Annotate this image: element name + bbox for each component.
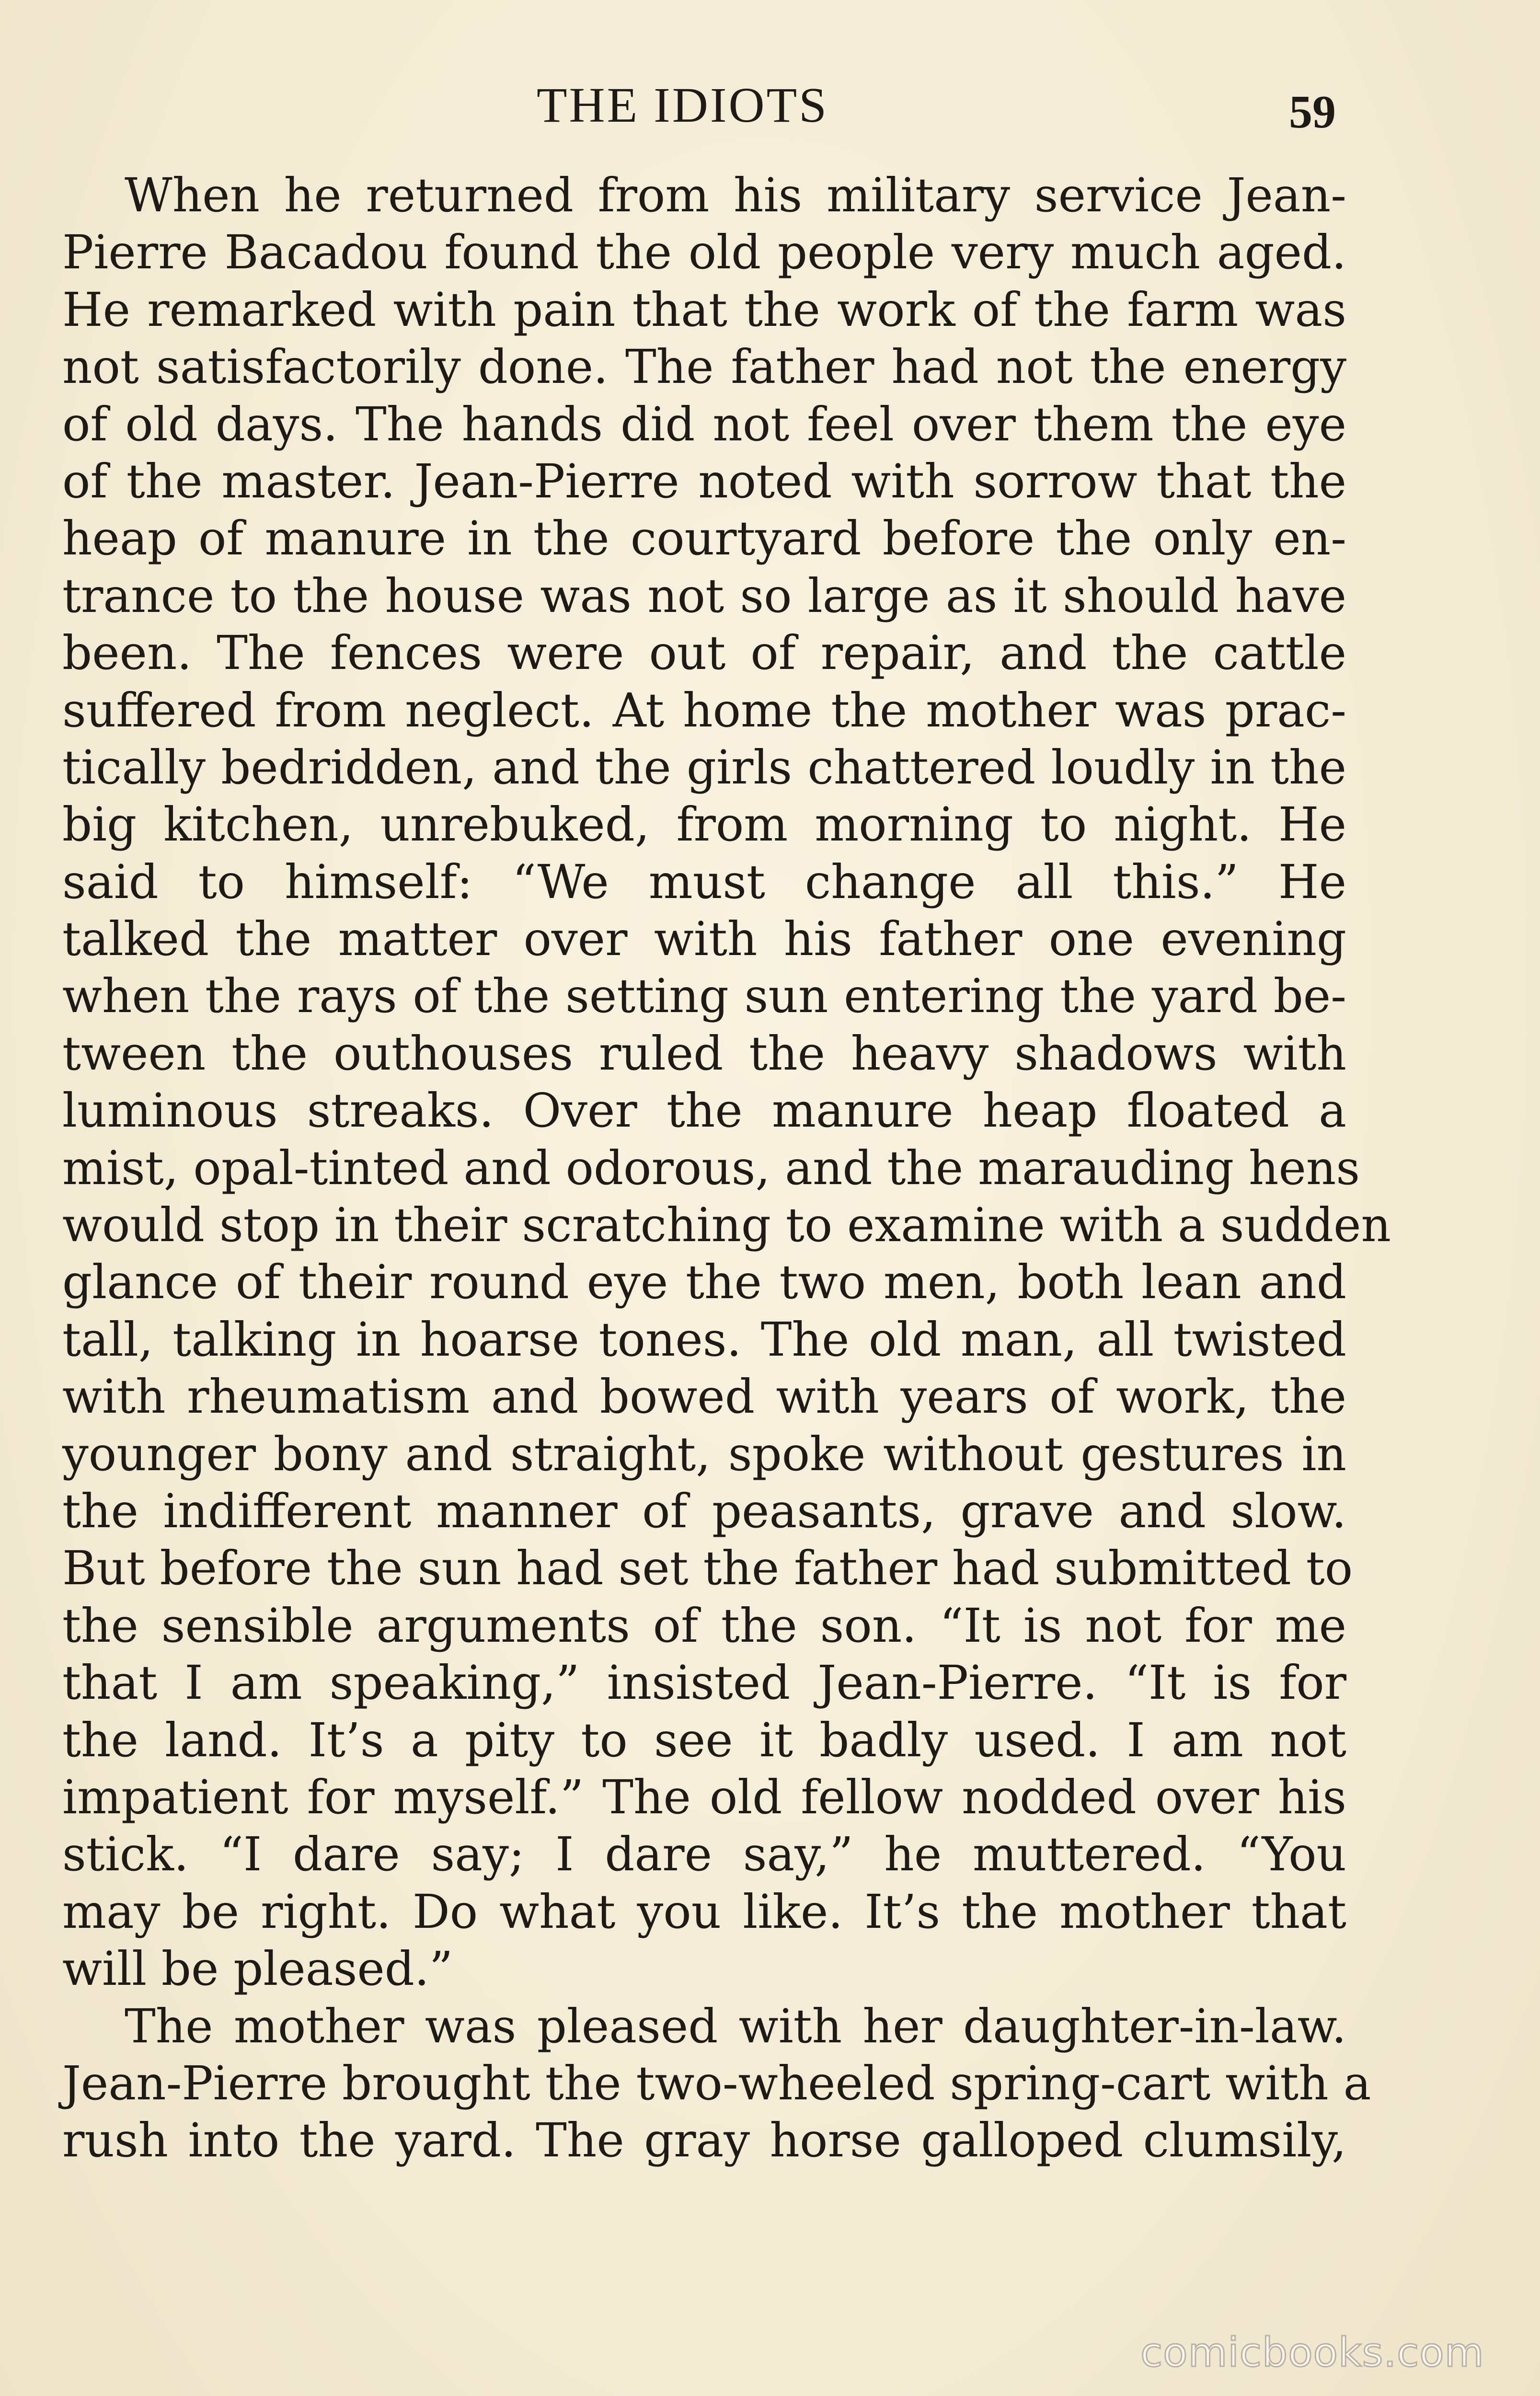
text-line: big kitchen, unrebuked, from morning to night. He: [62, 797, 1346, 852]
text-line: been. The fences were out of repair, and the cattle: [62, 626, 1346, 680]
text-line: tween the outhouses ruled the heavy shadows with: [62, 1026, 1346, 1081]
text-line: stick. “I dare say; I dare say,” he muttered. “You: [62, 1827, 1346, 1882]
text-line: will be pleased.”: [62, 1942, 453, 1996]
text-line: Pierre Bacadou found the old people very much aged.: [62, 225, 1346, 280]
text-line: of the master. Jean-Pierre noted with sorrow that the: [62, 454, 1346, 508]
text-line: would stop in their scratching to examine with a sudden: [62, 1198, 1391, 1253]
text-line: mist, opal-tinted and odorous, and the marauding hens: [62, 1140, 1360, 1195]
text-line: When he returned from his military service Jean-: [125, 168, 1346, 222]
text-line: may be right. Do what you like. It’s the mother that: [62, 1884, 1346, 1939]
watermark-text: comicbooks.com: [1140, 2329, 1484, 2376]
text-line: of old days. The hands did not feel over them the eye: [62, 397, 1346, 451]
text-line: He remarked with pain that the work of the farm was: [62, 282, 1346, 337]
text-line: suffered from neglect. At home the mother was prac-: [62, 683, 1346, 737]
text-line: when the rays of the setting sun entering the yard be-: [62, 969, 1346, 1024]
page-header: [0, 72, 1540, 139]
text-line: trance to the house was not so large as it should have: [62, 568, 1346, 623]
text-line: heap of manure in the courtyard before the only en-: [62, 511, 1346, 566]
text-line: tall, talking in hoarse tones. The old man, all twisted: [62, 1312, 1346, 1367]
text-line: said to himself: “We must change all this.” He: [62, 854, 1346, 909]
text-line: that I am speaking,” insisted Jean-Pierre. “It is for: [62, 1656, 1346, 1710]
page-number: 59: [1289, 86, 1336, 138]
text-line: younger bony and straight, spoke without gestures in: [62, 1427, 1346, 1481]
text-line: But before the sun had set the father had submitted to: [62, 1541, 1353, 1596]
text-line: not satisfactorily done. The father had not the energy: [62, 340, 1346, 394]
running-title: THE IDIOTS: [537, 78, 829, 133]
text-line: rush into the yard. The gray horse galloped clumsily,: [62, 2113, 1346, 2168]
text-line: The mother was pleased with her daughter-in-law.: [125, 1999, 1346, 2053]
text-line: Jean-Pierre brought the two-wheeled spring-cart with a: [62, 2056, 1371, 2110]
text-line: impatient for myself.” The old fellow nodded over his: [62, 1770, 1346, 1824]
text-line: luminous streaks. Over the manure heap floated a: [62, 1083, 1346, 1138]
text-line: the indifferent manner of peasants, grave and slow.: [62, 1484, 1346, 1538]
text-line: talked the matter over with his father one evening: [62, 912, 1346, 967]
text-line: with rheumatism and bowed with years of work, the: [62, 1370, 1346, 1424]
text-line: tically bedridden, and the girls chattered loudly in the: [62, 740, 1346, 795]
text-line: glance of their round eye the two men, both lean and: [62, 1255, 1346, 1310]
text-line: the land. It’s a pity to see it badly used. I am not: [62, 1713, 1346, 1767]
text-line: the sensible arguments of the son. “It is not for me: [62, 1598, 1346, 1653]
body-text: [62, 167, 1391, 2169]
